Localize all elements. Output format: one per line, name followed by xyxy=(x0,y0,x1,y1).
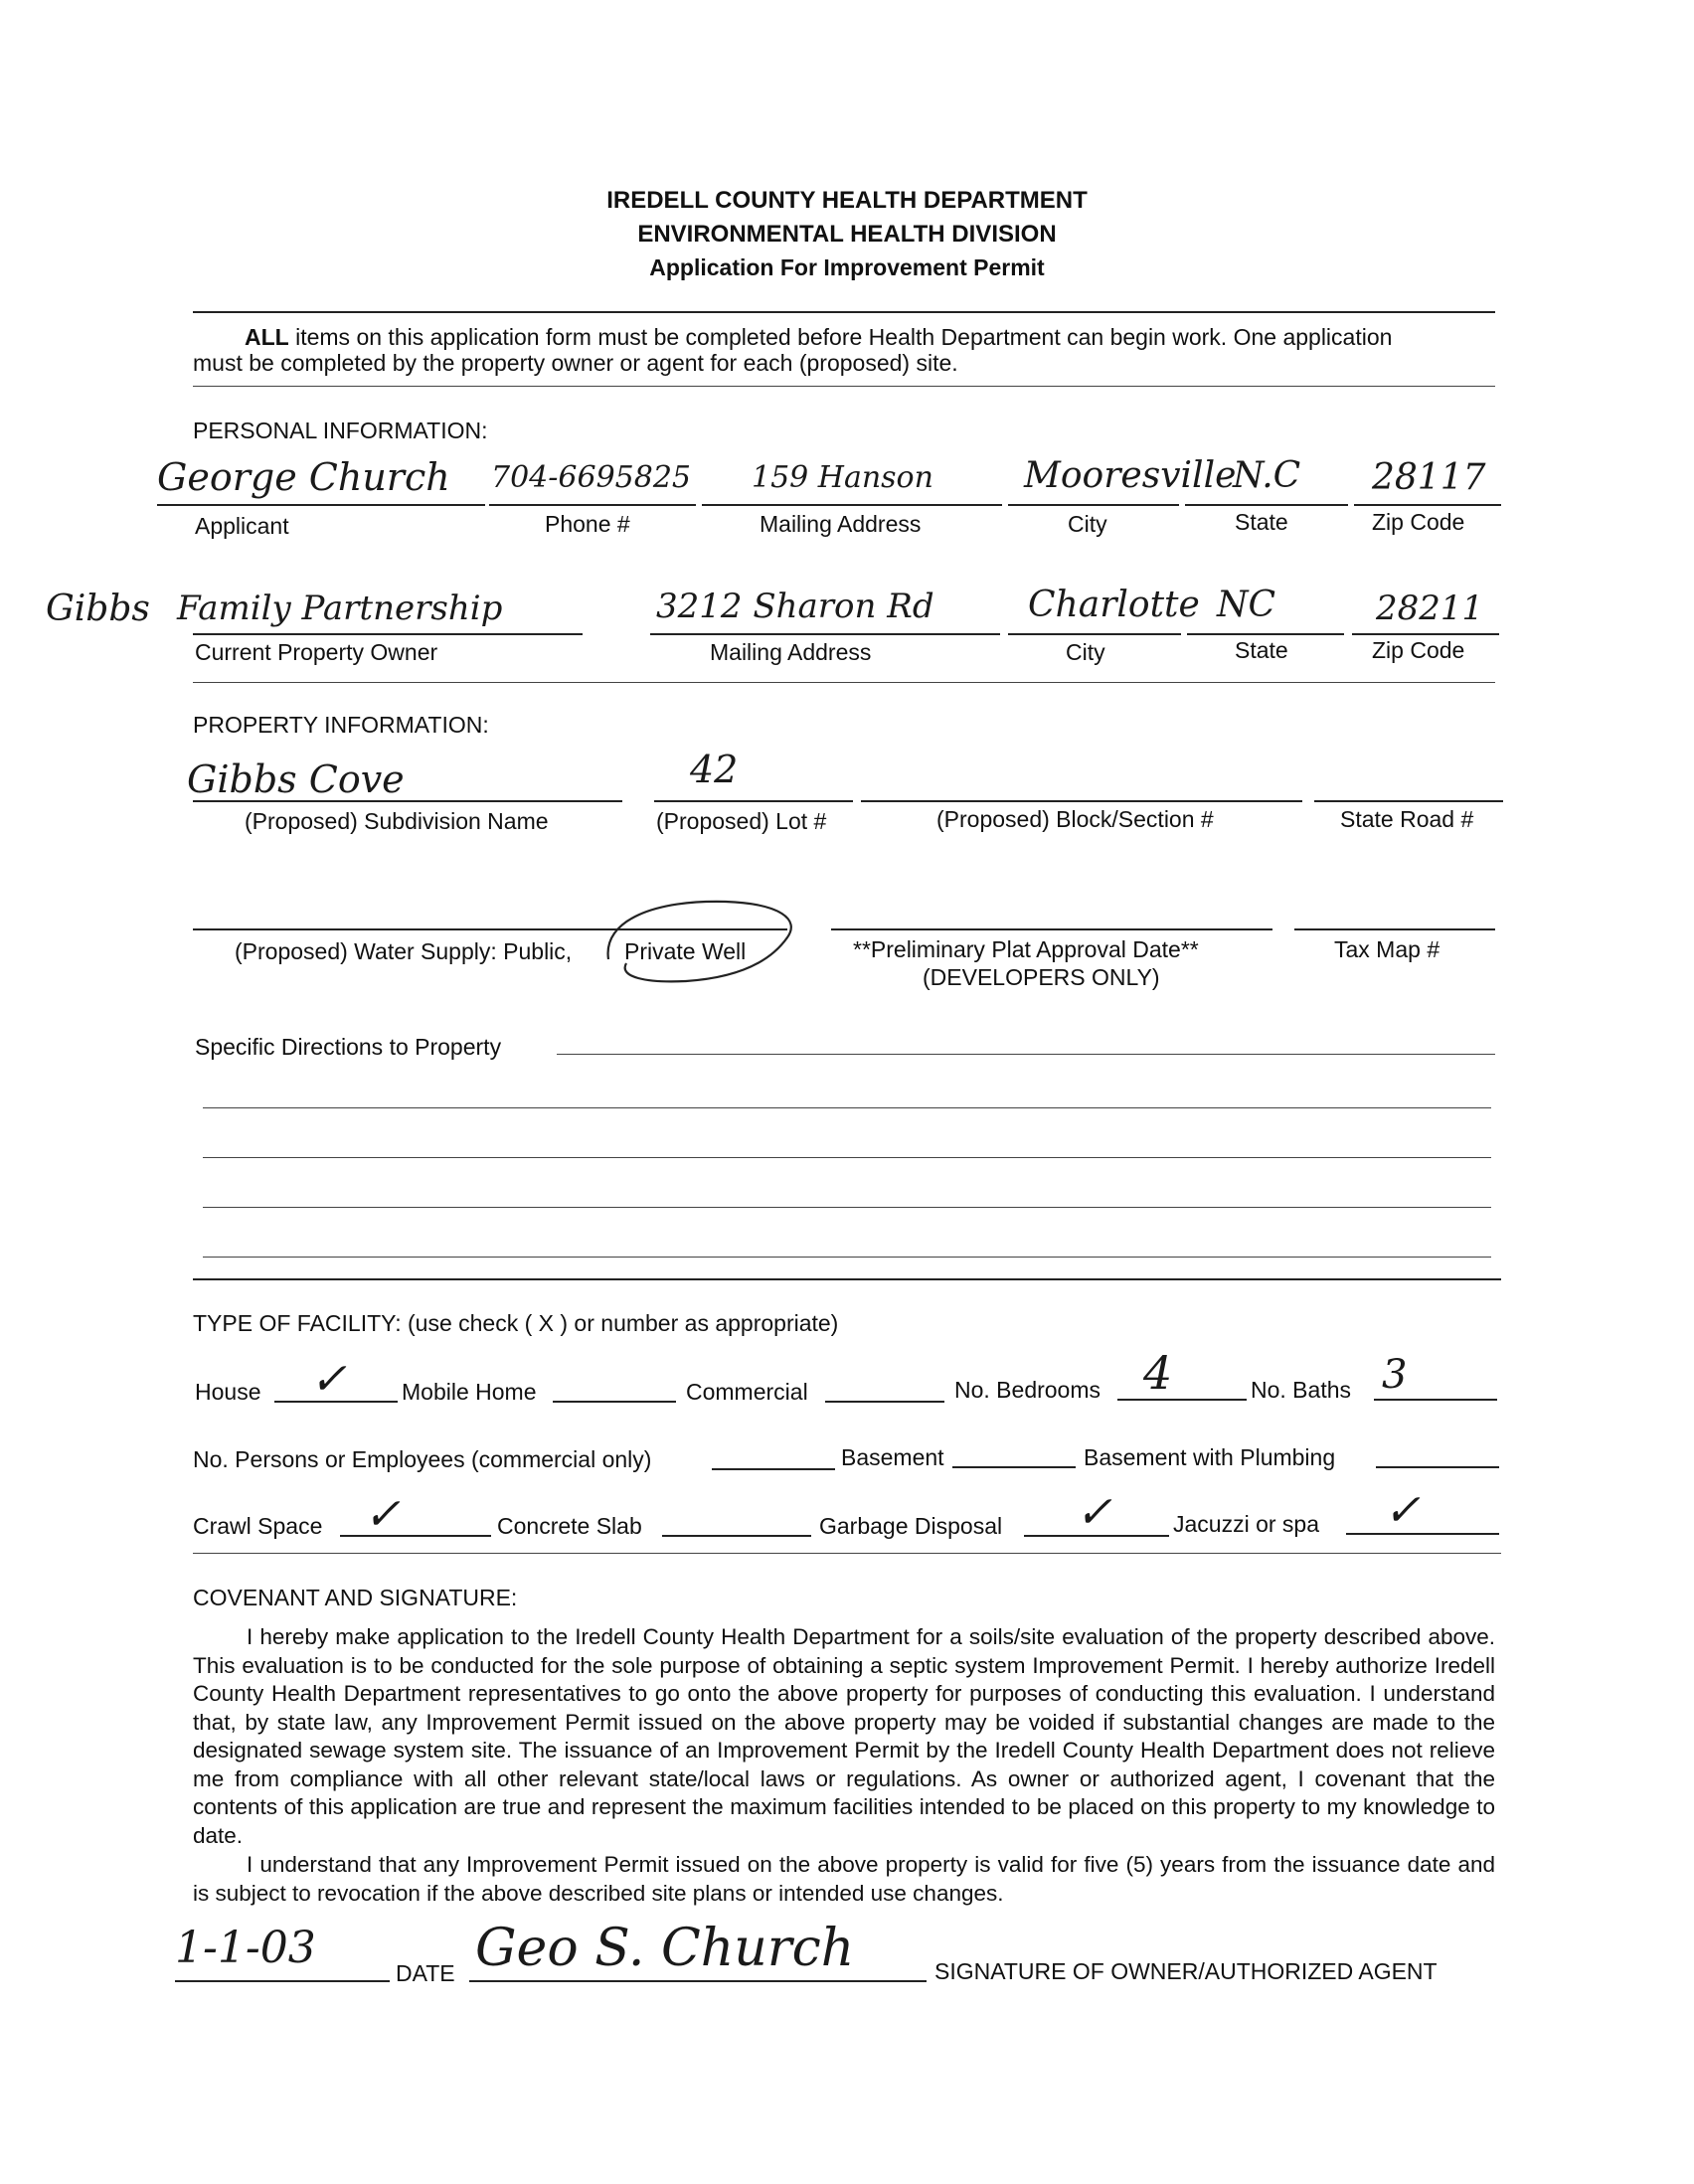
concrete-slab-label: Concrete Slab xyxy=(497,1513,642,1539)
jacuzzi-label: Jacuzzi or spa xyxy=(1173,1511,1320,1537)
applicant-address-value[interactable]: 159 Hanson xyxy=(752,460,933,495)
directions-line-2[interactable] xyxy=(203,1107,1491,1108)
basement-plumbing-label: Basement with Plumbing xyxy=(1084,1444,1336,1470)
bedrooms-line xyxy=(1117,1399,1247,1401)
persons-label: No. Persons or Employees (commercial only) xyxy=(193,1446,652,1472)
intro-text-1: items on this application form must be completed before Health Department can begin work. One application xyxy=(288,324,1393,350)
date-label: DATE xyxy=(396,1960,455,1986)
jacuzzi-line xyxy=(1346,1533,1499,1535)
date-line xyxy=(175,1980,390,1982)
applicant-label: Applicant xyxy=(195,513,289,539)
lot-line xyxy=(654,800,853,802)
crawl-space-label: Crawl Space xyxy=(193,1513,323,1539)
date-value[interactable]: 1-1-03 xyxy=(175,1923,316,1973)
current-owner-label: Current Property Owner xyxy=(195,639,438,665)
subdivision-line xyxy=(193,800,622,802)
owner-address-line xyxy=(650,633,1000,635)
subdivision-label: (Proposed) Subdivision Name xyxy=(245,808,549,834)
basement-line[interactable] xyxy=(952,1466,1076,1468)
applicant-phone-line xyxy=(489,504,696,506)
block-section-label: (Proposed) Block/Section # xyxy=(936,806,1214,832)
applicant-city-value[interactable]: Mooresville xyxy=(1024,455,1237,496)
garbage-disposal-check[interactable]: ✓ xyxy=(1076,1487,1112,1538)
applicant-address-line xyxy=(702,504,1002,506)
signature-line xyxy=(469,1980,927,1982)
owner-city-line xyxy=(1008,633,1181,635)
zip-code-label: Zip Code xyxy=(1372,509,1465,535)
applicant-zip-value[interactable]: 28117 xyxy=(1372,457,1486,498)
city-label: City xyxy=(1068,511,1107,537)
house-label: House xyxy=(195,1379,261,1405)
owner-name-line xyxy=(193,633,583,635)
tax-map-line xyxy=(1294,928,1495,930)
property-info-heading: PROPERTY INFORMATION: xyxy=(193,712,489,738)
department-title: IREDELL COUNTY HEALTH DEPARTMENT xyxy=(606,187,1088,214)
state-label: State xyxy=(1235,509,1288,535)
basement-label: Basement xyxy=(841,1444,944,1470)
persons-line[interactable] xyxy=(712,1468,835,1470)
covenant-paragraph-1: I hereby make application to the Iredell County Health Department for a soils/site evaluation of the property described above. This evaluation is to be conducted for the sole purpose of obtaining a septic system Improvement Permit. I hereby authorize Iredell County Health Department representatives to go onto the above property for purposes of conducting this evaluation. I understand that, by state law, any Improvement Permit issued on the above property may be voided if substantial changes are made to the designated sewage system site. The issuance of an Improvement Permit by the Iredell County Health Department does not relieve me from compliance with all other relevant state/local laws or regulations. As owner or authorized agent, I covenant that the contents of this application are true and represent the maximum facilities intended to be placed on this property to my knowledge to date. xyxy=(193,1624,1495,1848)
owner-zip-label: Zip Code xyxy=(1372,637,1465,663)
baths-value[interactable]: 3 xyxy=(1382,1352,1408,1398)
directions-line-1[interactable] xyxy=(557,1054,1495,1055)
baths-label: No. Baths xyxy=(1251,1377,1351,1403)
directions-label: Specific Directions to Property xyxy=(195,1034,502,1060)
owner-margin-note: Gibbs xyxy=(46,588,150,629)
applicant-name-value[interactable]: George Church xyxy=(157,455,450,499)
plat-approval-label: **Preliminary Plat Approval Date** xyxy=(853,936,1199,962)
state-road-label: State Road # xyxy=(1340,806,1474,832)
garbage-disposal-label: Garbage Disposal xyxy=(819,1513,1003,1539)
covenant-heading: COVENANT AND SIGNATURE: xyxy=(193,1585,518,1610)
plat-date-line xyxy=(831,928,1272,930)
owner-zip-value[interactable]: 28211 xyxy=(1376,588,1484,628)
signature-value[interactable]: Geo S. Church xyxy=(475,1919,855,1978)
applicant-zip-line xyxy=(1354,504,1501,506)
divider xyxy=(193,1553,1501,1554)
intro-line-2: must be completed by the property owner or agent for each (proposed) site. xyxy=(193,350,958,376)
jacuzzi-check[interactable]: ✓ xyxy=(1384,1485,1421,1536)
mailing-address-label: Mailing Address xyxy=(760,511,922,537)
intro-line-1 xyxy=(245,324,1392,351)
basement-plumbing-line[interactable] xyxy=(1376,1466,1499,1468)
directions-line-3[interactable] xyxy=(203,1157,1491,1158)
mobile-home-line[interactable] xyxy=(553,1401,676,1403)
form-title: Application For Improvement Permit xyxy=(649,254,1045,280)
divider xyxy=(193,682,1495,683)
developers-only-label: (DEVELOPERS ONLY) xyxy=(923,964,1160,990)
directions-line-4[interactable] xyxy=(203,1207,1491,1208)
owner-state-value[interactable]: NC xyxy=(1217,585,1276,625)
private-well-option[interactable]: Private Well xyxy=(624,938,747,964)
phone-label: Phone # xyxy=(545,511,630,537)
owner-state-label: State xyxy=(1235,637,1288,663)
division-title: ENVIRONMENTAL HEALTH DIVISION xyxy=(637,221,1057,248)
owner-mailing-address-label: Mailing Address xyxy=(710,639,872,665)
owner-name-value[interactable]: Family Partnership xyxy=(177,588,503,628)
concrete-slab-line[interactable] xyxy=(662,1535,811,1537)
personal-info-heading: PERSONAL INFORMATION: xyxy=(193,418,488,443)
applicant-city-line xyxy=(1008,504,1179,506)
commercial-label: Commercial xyxy=(686,1379,808,1405)
covenant-paragraph-2: I understand that any Improvement Permit issued on the above property is valid for five (5) years from the issuance date and is subject to revocation if the above described site plans or intended use changes. xyxy=(193,1852,1495,1906)
owner-address-value[interactable]: 3212 Sharon Rd xyxy=(656,587,934,626)
owner-city-value[interactable]: Charlotte xyxy=(1028,585,1200,625)
house-check[interactable]: ✓ xyxy=(310,1354,347,1405)
facility-heading: TYPE OF FACILITY: (use check ( X ) or number as appropriate) xyxy=(193,1310,839,1336)
crawl-space-check[interactable]: ✓ xyxy=(364,1489,401,1540)
lot-label: (Proposed) Lot # xyxy=(656,808,827,834)
owner-city-label: City xyxy=(1066,639,1105,665)
applicant-name-line xyxy=(157,504,485,506)
intro-bold: ALL xyxy=(245,324,289,350)
bedrooms-label: No. Bedrooms xyxy=(954,1377,1101,1403)
applicant-state-line xyxy=(1185,504,1348,506)
block-line xyxy=(861,800,1302,802)
divider xyxy=(193,311,1495,313)
commercial-line[interactable] xyxy=(825,1401,944,1403)
private-well-circle-mark xyxy=(596,890,805,989)
owner-zip-line xyxy=(1352,633,1499,635)
divider xyxy=(193,1278,1501,1280)
subdivision-value[interactable]: Gibbs Cove xyxy=(187,757,405,801)
directions-line-5[interactable] xyxy=(203,1257,1491,1258)
tax-map-label: Tax Map # xyxy=(1334,936,1440,962)
signature-label: SIGNATURE OF OWNER/AUTHORIZED AGENT xyxy=(934,1958,1438,1984)
divider xyxy=(193,386,1495,387)
baths-line xyxy=(1374,1399,1497,1401)
crawl-space-line xyxy=(340,1535,491,1537)
applicant-state-value[interactable]: N.C xyxy=(1233,455,1301,496)
owner-state-line xyxy=(1187,633,1344,635)
state-road-line xyxy=(1314,800,1503,802)
applicant-phone-value[interactable]: 704-6695825 xyxy=(491,460,692,495)
mobile-home-label: Mobile Home xyxy=(402,1379,537,1405)
lot-value[interactable]: 42 xyxy=(690,748,739,791)
water-supply-label: (Proposed) Water Supply: Public, xyxy=(235,938,573,964)
bedrooms-value[interactable]: 4 xyxy=(1143,1346,1173,1400)
